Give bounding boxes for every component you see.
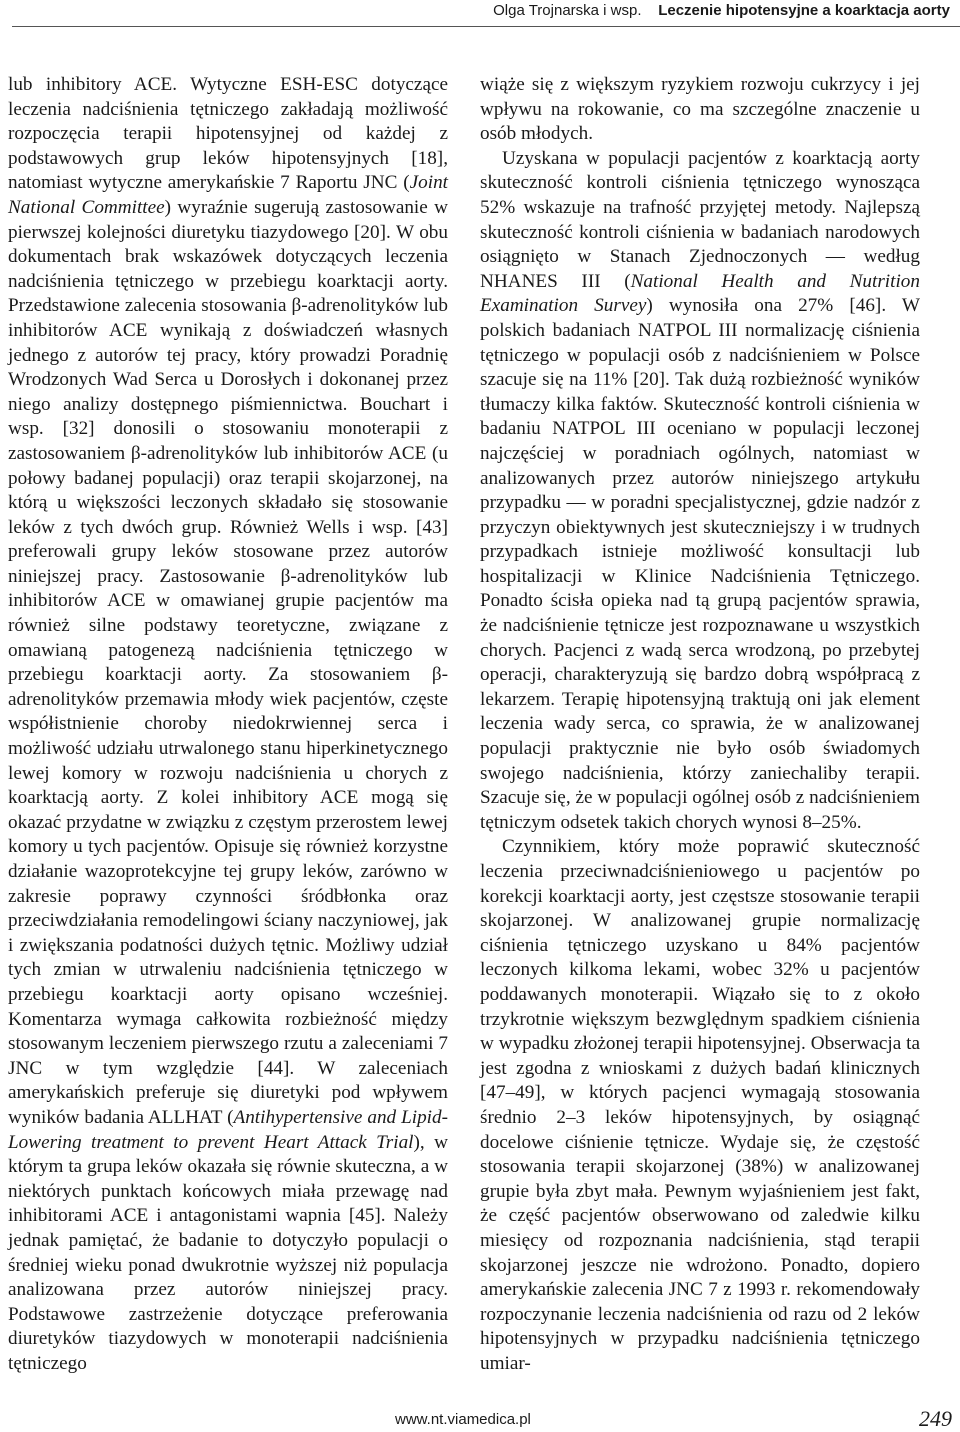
header-divider xyxy=(12,26,960,27)
right-text-a: Uzyskana w populacji pacjentów z koarktacją aorty skuteczność kontroli ciśnienia tętniczego wynosząca 52% wskazuje na trafność przyjętej metody. Najlepszą skuteczność kontroli ciśnienia w badaniach narodowych osiągnięto w Stanach Zjednoczonych — według NHANES III ( xyxy=(480,147,920,292)
left-italic-jnc: Joint National Committee xyxy=(8,172,448,218)
left-column xyxy=(8,73,448,1376)
running-head xyxy=(493,2,950,19)
running-head-authors: Olga Trojnarska i wsp. xyxy=(493,2,642,19)
right-italic-nhanes: National Health and Nutrition Examination Survey xyxy=(480,270,920,317)
left-text-b: ) wyraźnie sugerują zastosowanie w pierwszej kolejności diuretyku tiazydowego [20]. W obu dokumentach brak wskazówek dotyczących leczenia nadciśnienia tętniczego w przebiegu koarktacji aorty. Przedstawione zalecenia stosowania β-adrenolityków lub inhibitorów ACE wynikają z doświadczeń własnych jednego z autorów tej pracy, który prowadzi Poradnię Wrodzonych Wad Serca u Dorosłych i dokonanej przez niego analizy dostępnego piśmiennictwa. Bouchart i wsp. [32] donosili o stosowaniu monoterapii z zastosowaniem β-adrenolityków lub inhibitorów ACE (u połowy badanej populacji) oraz terapii skojarzonej, na którą u większości leczonych składało się stosowanie leków z tych dwóch grup. Również Wells i wsp. [43] preferowali grupy leków stosowane przez autorów niniejszej pracy. Zastosowanie β-adrenolityków lub inhibitorów ACE w omawianej grupie pacjentów ma również silne podstawy teoretyczne, związane z omawianą patogenezą nadciśnienia tętniczego w przebiegu koarktacji aorty. Za stosowaniem β-adrenolityków przemawia młody wiek pacjentów, częste współistnienie choroby niedokrwiennej serca i możliwość udziału utrwalonego stanu hiperkinetycznego lewej komory w rozwoju nadciśnienia u chorych z koarktacją aorty. Z kolei inhibitory ACE mogą się okazać przydatne w związku z częstym przerostem lewej komory u tych pacjentów. Opisuje się również korzystne działanie wazoprotekcyjne tej grupy leków, zarówno w zakresie poprawy czynności śródbłonka oraz przeciwdziałania remodelingowi ściany naczyniowej, jak i zwiększania podatności dużych tętnic. Możliwy udział tych zmian w utrwaleniu nadciśnienia tętniczego w przebiegu koarktacji aorty opisano wcześniej. Komentarza wymaga całkowita rozbieżność między stosowanym leczeniem pierwszego rzutu a zaleceniami 7 JNC w tym względzie [44]. W zaleceniach amerykańskich preferuje się diuretyki pod wpływem wyników badania ALLHAT ( xyxy=(8,196,448,1128)
left-italic-allhat: Antihypertensive and Lipid-Lowering treatment to prevent Heart Attack Trial xyxy=(8,1106,448,1153)
page-number: 249 xyxy=(919,1406,952,1431)
right-paragraph-1: wiąże się z większym ryzykiem rozwoju cukrzycy i jej wpływu na rokowanie, co ma szczególne znaczenie u osób młodych. xyxy=(480,74,920,145)
left-paragraph-1 xyxy=(8,73,448,1376)
footer-url-link[interactable]: www.nt.viamedica.pl xyxy=(395,1411,531,1428)
right-text-b: ) wynosiła ona 27% [46]. W polskich badaniach NATPOL III normalizację ciśnienia tętniczego w populacji osób z nadciśnieniem w Polsce szacuje się na 11% [20]. Tak dużą rozbieżność wyników tłumaczy kilka faktów. Skuteczność kontroli ciśnienia w badaniu NATPOL III oceniano w populacji leczonej najczęściej w poradniach ogólnych, natomiast w analizowanych przez autorów niniejszego artykułu przypadku — w poradni specjalistycznej, gdzie nadzór z przyczyn obiektywnych jest skuteczniejszy i w trudnych przypadkach istnieje możliwość konsultacji lub hospitalizacji w Klinice Nadciśnienia Tętniczego. Ponadto ścisła opieka nad tą grupą pacjentów sprawia, że nadciśnienie tętnicze jest rozpoznawane u wszystkich chorych. Pacjenci z wadą serca wrodzoną, po przebytej operacji, charakteryzują się bardzo dobrą współpracą z lekarzem. Terapię hipotensyjną traktują oni jak element leczenia wady serca, co sprawia, że w analizowanej populacji praktycznie nie było osób świadomych swojego nadciśnienia, którzy zaniechaliby terapii. Szacuje się, że w populacji ogólnej osób z nadciśnieniem tętniczym odsetek takich chorych wynosi 8–25%. xyxy=(480,295,920,833)
left-text-c: ), w którym ta grupa leków okazała się równie skuteczna, a w niektórych punktach końcowych miała przewagę nad inhibitorami ACE i antagonistami wapnia [45]. Należy jednak pamiętać, że badanie to dotyczyło populacji o średniej wieku ponad dwukrotnie wyższej niż populacja analizowana przez autorów niniejszej pracy. Podstawowe zastrzeżenie dotyczące preferowania diuretyków tiazydowych w monoterapii nadciśnienia tętniczego xyxy=(8,1131,448,1374)
running-head-title: Leczenie hipotensyjne a koarktacja aorty xyxy=(658,2,950,19)
right-paragraph-3: Czynnikiem, który może poprawić skuteczność leczenia przeciwnadciśnieniowego u pacjentów po korekcji koarktacji aorty, jest częstsze stosowanie terapii skojarzonej. W analizowanej grupie normalizację ciśnienia tętniczego uzyskano u 84% pacjentów leczonych kilkoma lekami, wobec 32% u pacjentów poddawanych monoterapii. Wiązało się to z około trzykrotnie większym bezwględnym spadkiem ciśnienia w wypadku złożonej terapii hipotensyjnej. Obserwacja ta jest zgodna z wnioskami z dużych badań klinicznych [47–49], w których pacjenci wymagają stosowania średnio 2–3 leków hipotensyjnych, by osiągnąć docelowe ciśnienie tętnicze. Wydaje się, że częstość stosowania terapii skojarzonej (38%) w analizowanej grupie była zbyt mała. Pewnym wyjaśnieniem jest fakt, że część pacjentów obserwowano od zaledwie kilku miesięcy od rozpoznania nadciśnienia, stąd terapii skojarzonej jeszcze nie wdrożono. Ponadto, dopiero amerykańskie zalecenia JNC 7 z 1993 r. rekomendowały rozpoczynanie leczenia nadciśnienia od razu od 2 leków hipotensyjnych w przypadku nadciśnienia tętniczego umiar- xyxy=(480,836,920,1374)
right-paragraph-2 xyxy=(480,147,920,836)
right-column xyxy=(480,73,920,1376)
left-text-a: lub inhibitory ACE. Wytyczne ESH-ESC dotyczące leczenia nadciśnienia tętniczego zakładają możliwość rozpoczęcia terapii hipotensyjnej od każdej z podstawowych grup leków hipotensyjnych [18], natomiast wytyczne amerykańskie 7 Raportu JNC ( xyxy=(8,74,448,194)
